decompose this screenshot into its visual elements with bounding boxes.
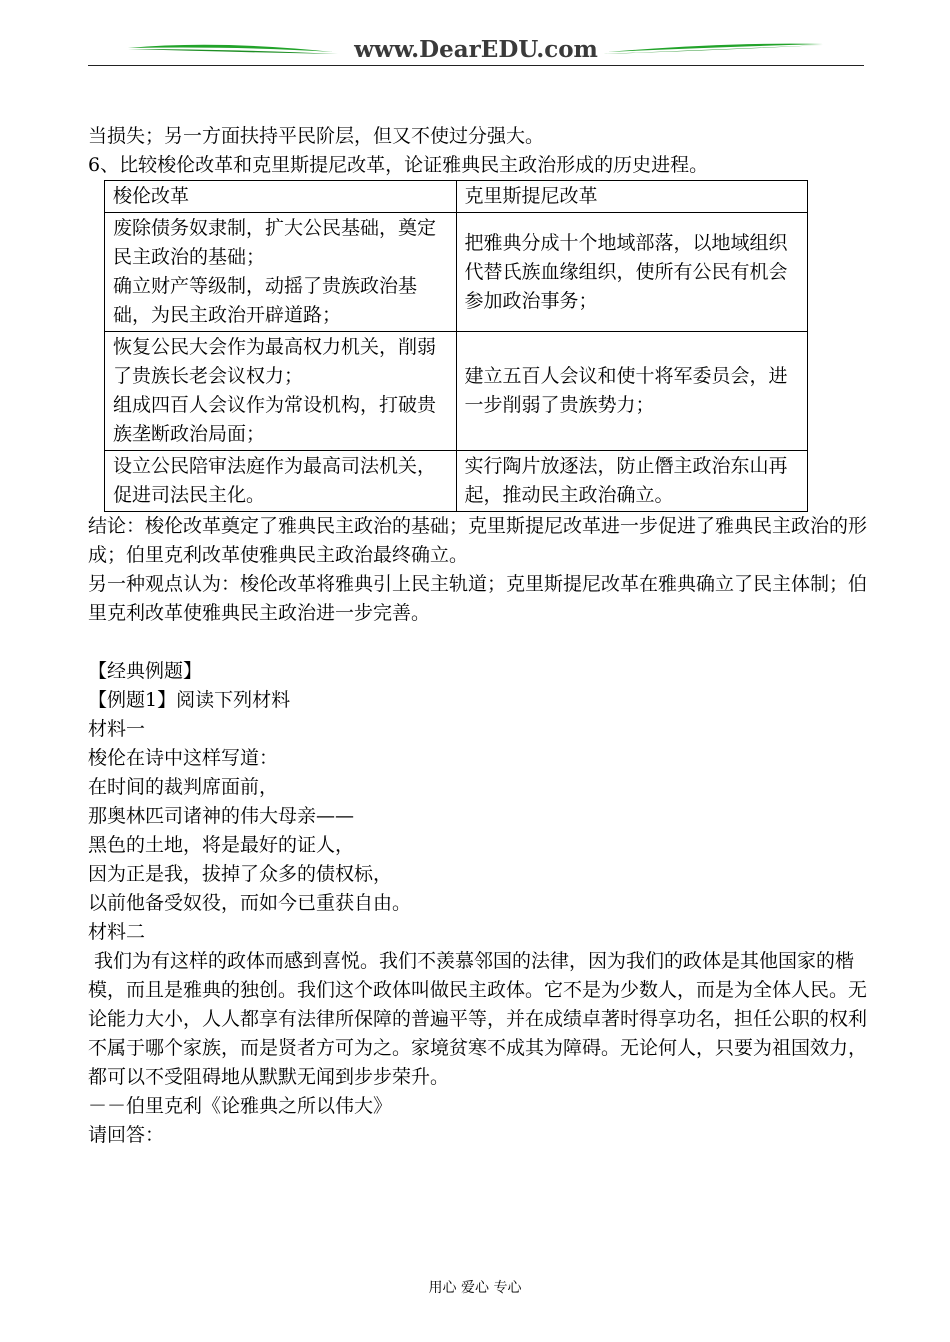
poem-line: 因为正是我，拔掉了众多的债权标， [88, 863, 393, 885]
example-1-title: 【例题1】阅读下列材料 [88, 689, 291, 711]
poem-line: 梭伦在诗中这样写道： [88, 747, 279, 769]
material-2-source: －－伯里克利《论雅典之所以伟大》 [88, 1095, 393, 1117]
table-row [105, 332, 808, 451]
reform-comparison-table [104, 180, 808, 512]
material-2-text: 我们为有这样的政体而感到喜悦。我们不羡慕邻国的法律，因为我们的政体是其他国家的楷模，而且是雅典的独创。我们这个政体叫做民主政体。它不是为少数人，而是为全体人民。无论能力大小，人人都享有法律所保障的普遍平等，并在成绩卓著时得享功名，担任公职的权利不属于哪个家族，而是贤者方可为之。家境贫寒不成其为障碍。无论何人，只要为祖国效力，都可以不受阻碍地从默默无闻到步步荣升。 [88, 950, 868, 1088]
header-cleisthenes: 克里斯提尼改革 [456, 181, 808, 213]
table-cell-solon-1: 废除债务奴隶制，扩大公民基础，奠定民主政治的基础； 确立财产等级制，动摇了贵族政治基础，为民主政治开辟道路； [105, 213, 457, 332]
table-header-row [105, 181, 808, 213]
poem-line: 那奥林匹司诸神的伟大母亲—— [88, 805, 355, 827]
material-2-label: 材料二 [88, 921, 146, 943]
table-cell-cleisthenes-3: 实行陶片放逐法，防止僭主政治东山再起，推动民主政治确立。 [456, 451, 808, 512]
table-cell-solon-2: 恢复公民大会作为最高权力机关，削弱了贵族长老会议权力； 组成四百人会议作为常设机构，打破贵族垄断政治局面； [105, 332, 457, 451]
document-body [88, 122, 868, 1150]
conclusion: 结论：梭伦改革奠定了雅典民主政治的基础；克里斯提尼改革进一步促进了雅典民主政治的形成；伯里克利改革使雅典民主政治最终确立。 [88, 515, 868, 566]
table-cell-solon-3: 设立公民陪审法庭作为最高司法机关，促进司法民主化。 [105, 451, 457, 512]
page-footer: 用心 爱心 专心 [428, 1280, 522, 1296]
spacer [88, 628, 868, 657]
table-row [105, 451, 808, 512]
question-6: 6、比较梭伦改革和克里斯提尼改革，论证雅典民主政治形成的历史进程。 [88, 154, 709, 176]
table-cell-cleisthenes-2: 建立五百人会议和使十将军委员会，进一步削弱了贵族势力； [456, 332, 808, 451]
header-divider [88, 65, 864, 66]
site-logo-text: www.DearEDU.com [354, 36, 598, 63]
poem-line: 以前他备受奴役，而如今已重获自由。 [88, 892, 412, 914]
other-view: 另一种观点认为：梭伦改革将雅典引上民主轨道；克里斯提尼改革在雅典确立了民主体制；伯里克利改革使雅典民主政治进一步完善。 [88, 573, 868, 624]
poem-line: 黑色的土地，将是最好的证人， [88, 834, 355, 856]
section-title: 【经典例题】 [88, 660, 203, 682]
header-solon: 梭伦改革 [105, 181, 457, 213]
table-row [105, 213, 808, 332]
material-1-label: 材料一 [88, 718, 146, 740]
table-cell-cleisthenes-1: 把雅典分成十个地域部落，以地域组织代替氏族血缘组织，使所有公民有机会参加政治事务； [456, 213, 808, 332]
question-prompt: 请回答： [88, 1124, 165, 1146]
page-header [88, 30, 864, 70]
intro-line-1: 当损失；另一方面扶持平民阶层，但又不使过分强大。 [88, 125, 545, 147]
poem-line: 在时间的裁判席面前， [88, 776, 279, 798]
